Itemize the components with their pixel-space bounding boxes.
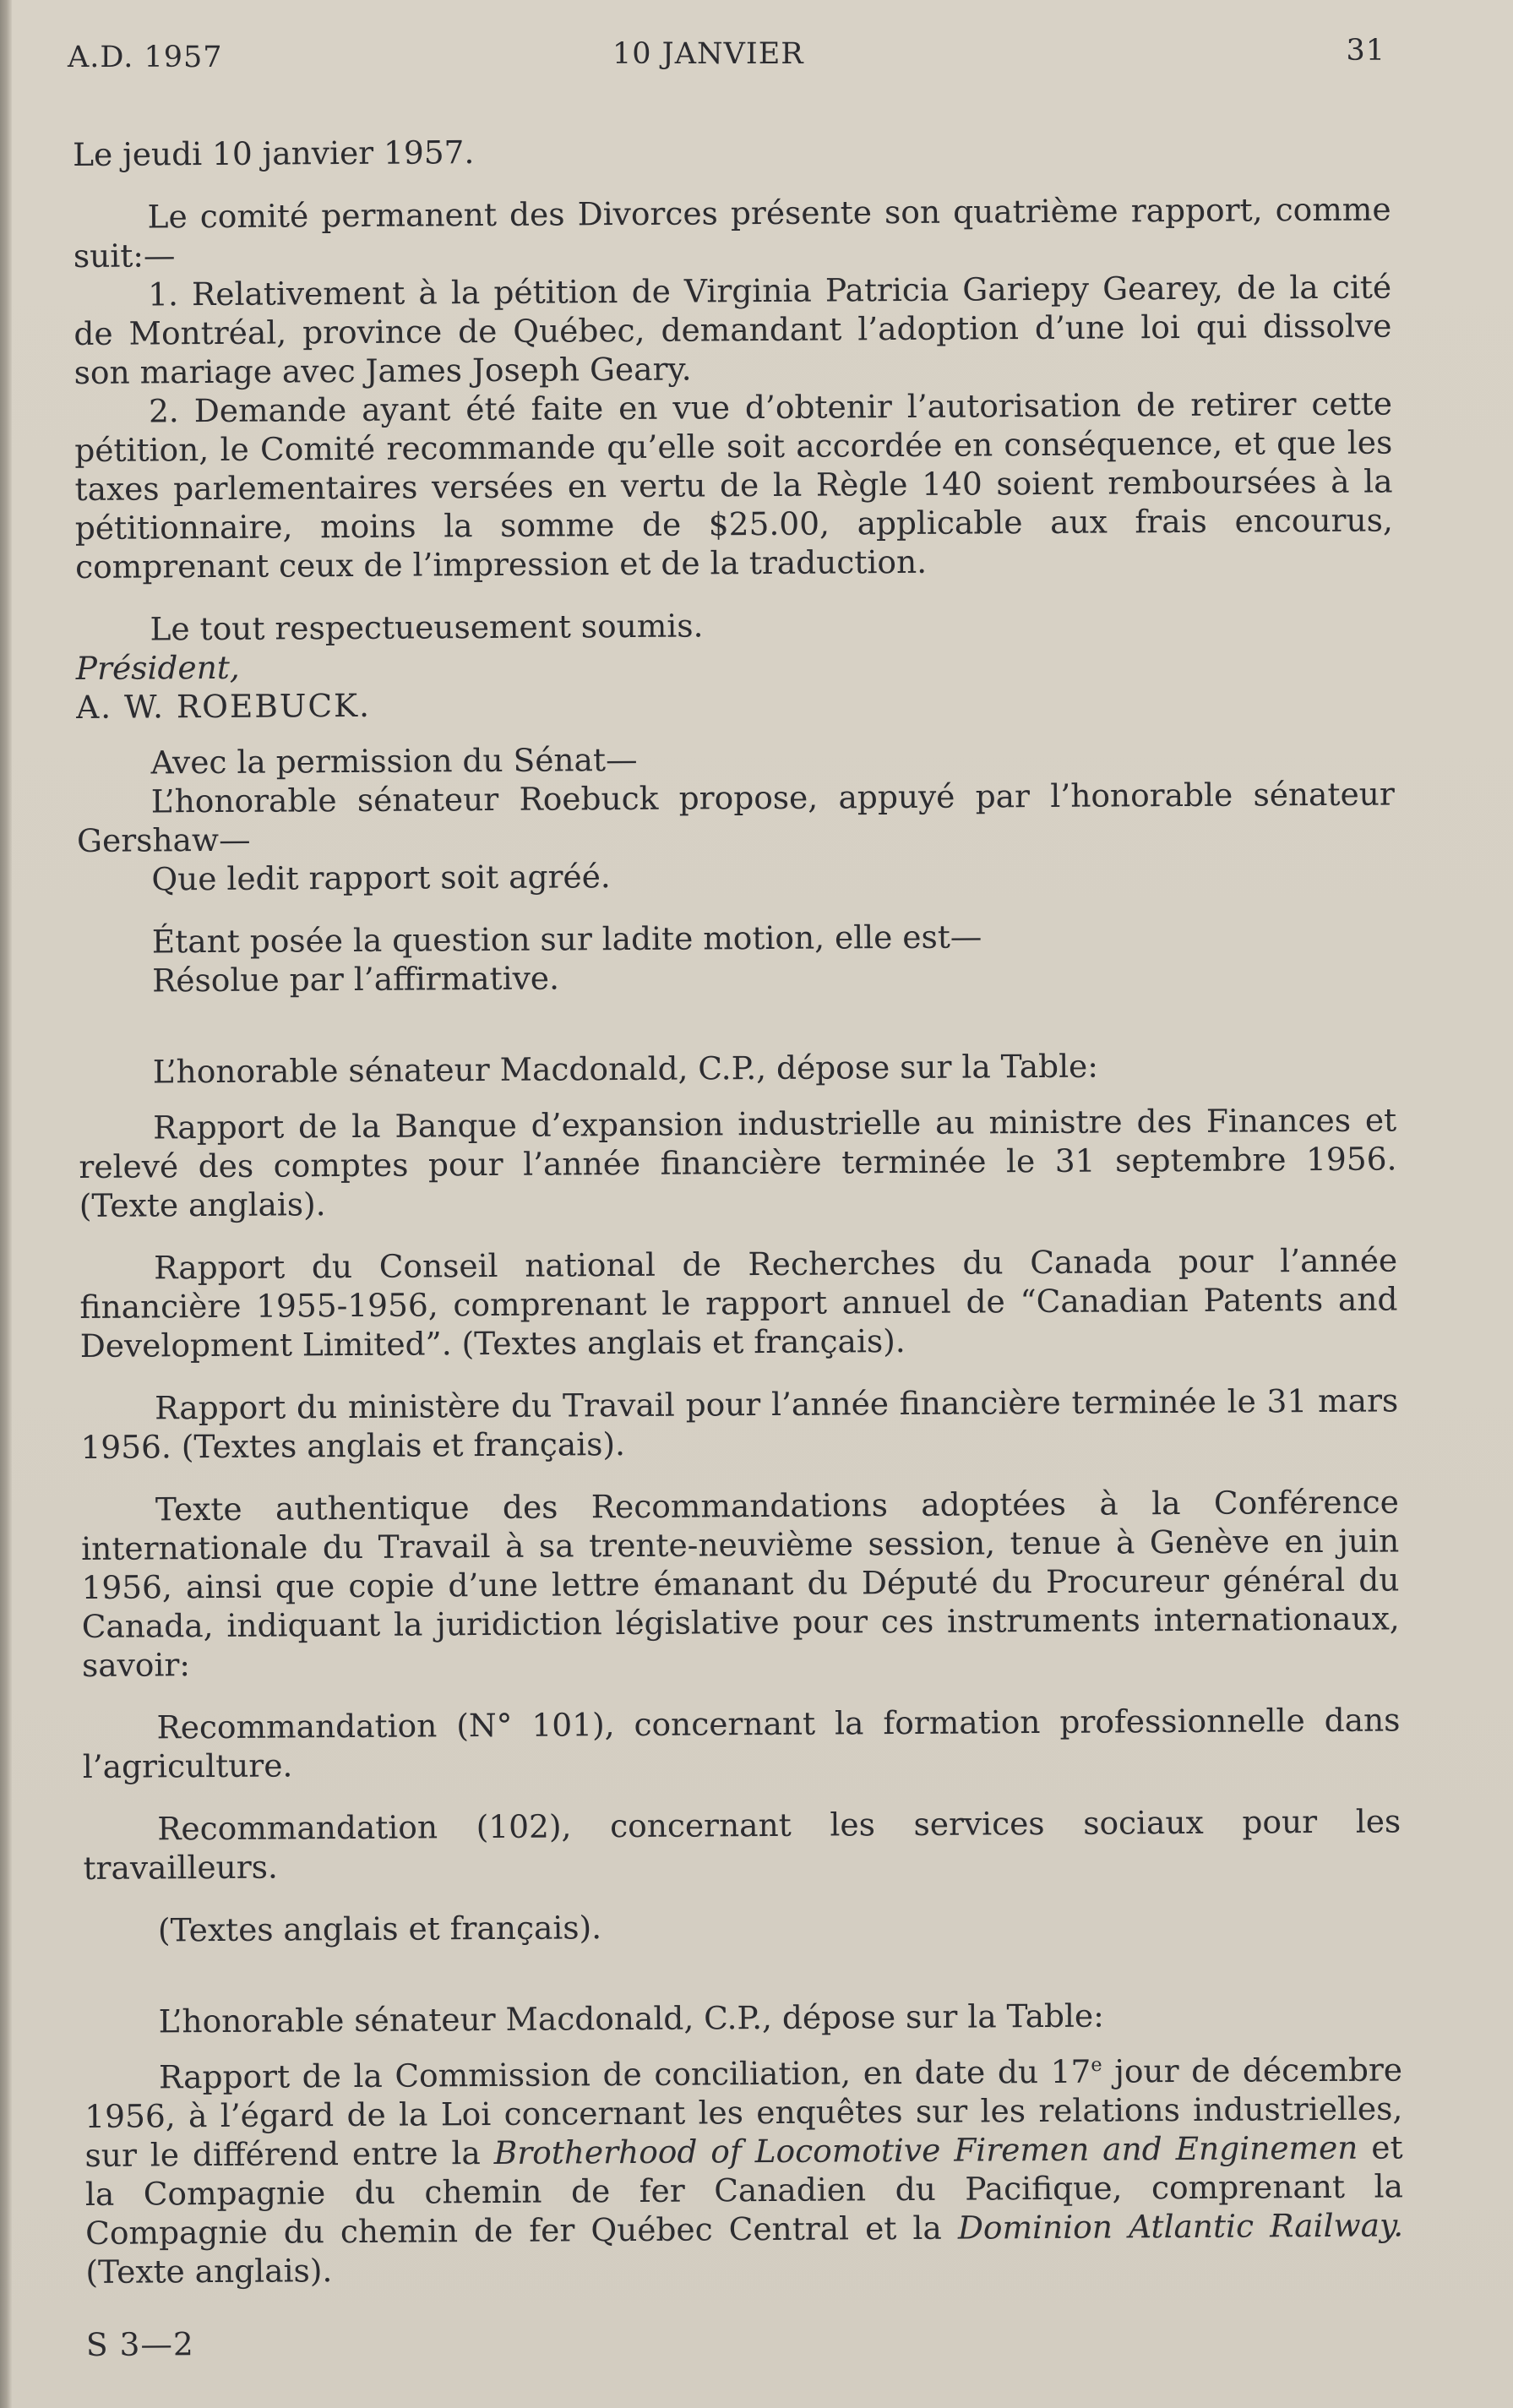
tabling-line-2: L’honorable sénateur Macdonald, C.P., dépose sur la Table: <box>158 1997 1104 2040</box>
page-binding-edge <box>0 0 12 2408</box>
conciliation-text-3: et la Compagnie du chemin de fer Canadien du Pacifique, comprenant la Compagnie du chemin de fer Québec Central et la <box>84 2128 1403 2252</box>
railway-name: Dominion Atlantic Railway. <box>957 2206 1404 2247</box>
motion-line: L’honorable sénateur Roebuck propose, appuyé par l’honorable sénateur Gershaw— <box>76 775 1395 859</box>
submitted-line: Le tout respectueusement soumis. <box>150 607 704 648</box>
leave-line: Avec la permission du Sénat— <box>150 740 638 782</box>
recommendation-102: Recommandation (102), concernant les services sociaux pour les travailleurs. <box>83 1802 1401 1887</box>
tabling-line-1: L’honorable sénateur Macdonald, C.P., dépose sur la Table: <box>152 1047 1099 1091</box>
page-number: 31 <box>1346 34 1385 68</box>
motion-text: Que ledit rapport soit agréé. <box>151 858 611 898</box>
running-header <box>68 34 1385 88</box>
document-4: Texte authentique des Recommandations adoptées à la Conférence internationale du Travail à sa trente-neuvième session, tenue à Genève en juin 1956, ainsi que copie d’une lettre émanant du Député du Procureur général du Canada, indiquant la juridiction législative pour ces instruments internationaux, savoir: <box>81 1483 1400 1684</box>
question-line: Étant posée la question sur ladite motion, elle est— <box>151 918 982 961</box>
document-2: Rapport du Conseil national de Recherches du Canada pour l’année financière 1955-1956, comprenant le rapport annuel de “Canadian Patents and Development Limited”. (Textes anglais et français). <box>79 1241 1398 1365</box>
report-item-2: 2. Demande ayant été faite en vue d’obtenir l’autorisation de retirer cette pétition, le Comité recommande qu’elle soit accordée en conséquence, et que les taxes parlementaires versées en vertu de la Règle 140 soient remboursées à la pétitionnaire, moins la somme de $25.00, applicable aux frais encourus, comprenant ceux de l’impression et de la traduction. <box>74 384 1393 586</box>
conciliation-text-1: Rapport de la Commission de conciliation, en date du 17 <box>158 2052 1091 2096</box>
conciliation-text-4: (Texte anglais). <box>85 2252 333 2291</box>
texts-note: (Textes anglais et français). <box>157 1909 602 1949</box>
header-year: A.D. 1957 <box>68 41 223 74</box>
ordinal-superscript: e <box>1091 2054 1102 2077</box>
header-date: 10 JANVIER <box>612 37 804 71</box>
report-item-1: 1. Relativement à la pétition de Virginia Patricia Gariepy Gearey, de la cité de Montréal, province de Québec, demandant l’adoption d’une loi qui dissolve son mariage avec James Joseph Geary. <box>73 268 1392 391</box>
conciliation-report <box>84 2050 1404 2291</box>
signature-name: A. W. ROEBUCK. <box>76 686 372 726</box>
page-body <box>73 127 1404 2363</box>
document-3: Rapport du ministère du Travail pour l’année financière terminée le 31 mars 1956. (Textes anglais et français). <box>80 1381 1399 1466</box>
sitting-date: Le jeudi 10 janvier 1957. <box>73 133 475 173</box>
union-name: Brotherhood of Locomotive Firemen and Enginemen <box>493 2128 1358 2171</box>
signature-title: Président, <box>75 648 240 687</box>
report-intro: Le comité permanent des Divorces présente son quatrième rapport, comme suit:— <box>73 190 1391 275</box>
resolved-line: Résolue par l’affirmative. <box>151 959 560 1000</box>
document-1: Rapport de la Banque d’expansion industrielle au ministre des Finances et relevé des comptes pour l’année financière terminée le 31 septembre 1956. (Texte anglais). <box>79 1101 1397 1224</box>
signature-mark: S 3—2 <box>85 2325 194 2363</box>
recommendation-101: Recommandation (N° 101), concernant la formation professionnelle dans l’agriculture. <box>82 1701 1401 1785</box>
conciliation-text-2: jour de décembre 1956, à l’égard de la Loi concernant les enquêtes sur les relations industrielles, sur le différend entre la <box>84 2051 1403 2174</box>
